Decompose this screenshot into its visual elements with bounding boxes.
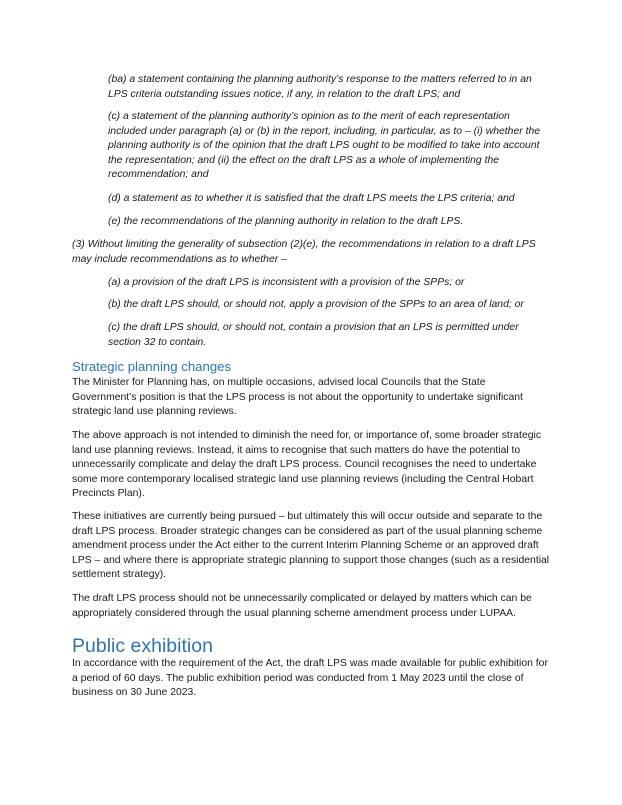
strategic-paragraph-4: The draft LPS process should not be unnecessarily complicated or delayed by matters which can be appropriately considered through the usual planning scheme amendment process under LUPAA. bbox=[72, 593, 532, 619]
item-c: (c) a statement of the planning authority’s opinion as to the merit of each representation included under paragraph (a) or (b) in the report, including, in particular, as to – (i) whether the planning authority is of the opinion that the draft LPS ought to be modified to take into account the representation; and (ii) the effect on the draft LPS as a whole of implementing the recommendation; and bbox=[108, 111, 541, 181]
strategic-paragraph-2: The above approach is not intended to diminish the need for, or importance of, some broader strategic land use planning reviews. Instead, it aims to recognise that such matters do have the potential to unnecessarily complicate and delay the draft LPS process. Council recognises the need to undertake some more contemporary localised strategic land use planning reviews (including the Central Hobart Precincts Plan). bbox=[72, 430, 542, 500]
subitem-c: (c) the draft LPS should, or should not, contain a provision that an LPS is permitted under section 32 to contain. bbox=[108, 322, 519, 348]
subsection-3: (3) Without limiting the generality of subsection (2)(e), the recommendations in relation to a draft LPS may include recommendations as to whether – bbox=[72, 239, 536, 265]
item-d: (d) a statement as to whether it is satisfied that the draft LPS meets the LPS criteria; and bbox=[108, 193, 515, 204]
heading-public-exhibition: Public exhibition bbox=[72, 635, 213, 657]
item-ba: (ba) a statement containing the planning authority’s response to the matters referred to in an LPS criteria outstanding issues notice, if any, in relation to the draft LPS; and bbox=[108, 74, 532, 100]
subitem-b: (b) the draft LPS should, or should not, apply a provision of the SPPs to an area of land; or bbox=[108, 299, 524, 310]
item-e: (e) the recommendations of the planning authority in relation to the draft LPS. bbox=[108, 216, 464, 227]
strategic-paragraph-1: The Minister for Planning has, on multiple occasions, advised local Councils that the State Government’s position is that the LPS process is not about the opportunity to undertake significant strategic land use planning reviews. bbox=[72, 377, 523, 418]
strategic-paragraph-3: These initiatives are currently being pursued – but ultimately this will occur outside and separate to the draft LPS process. Broader strategic changes can be considered as part of the usual planning scheme amendment process under the Act either to the current Interim Planning Scheme or an approved draft LPS – and where there is appropriate strategic planning to support those changes (such as a residential settlement strategy). bbox=[72, 511, 550, 581]
heading-strategic-planning: Strategic planning changes bbox=[72, 359, 232, 374]
subitem-a: (a) a provision of the draft LPS is inconsistent with a provision of the SPPs; or bbox=[108, 277, 465, 288]
public-exhibition-paragraph: In accordance with the requirement of the Act, the draft LPS was made available for public exhibition for a period of 60 days. The public exhibition period was conducted from 1 May 2023 until the close of business on 30 June 2023. bbox=[72, 658, 548, 699]
